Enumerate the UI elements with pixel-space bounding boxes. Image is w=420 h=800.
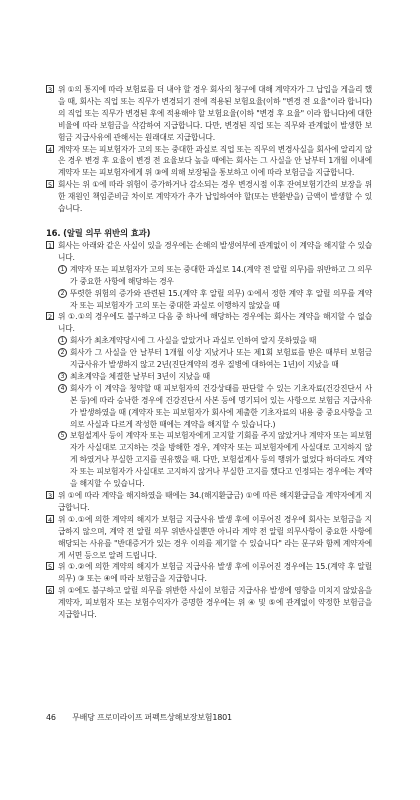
- sub-item-1-1: [46, 264, 372, 288]
- sub-item-text: 계약자 또는 피보험자가 고의 또는 중대한 과실로 14.(계약 전 알릴 의무)를 위반하고 그 의무가 중요한 사항에 해당하는 경우: [70, 264, 372, 286]
- page-number: 46: [46, 713, 56, 722]
- sub-item-1-2: [46, 288, 372, 312]
- sub-item-number: 2: [58, 289, 67, 298]
- paragraph-6: [46, 585, 372, 621]
- sub-item-number: 5: [58, 431, 67, 440]
- paragraph-text: 위 ①.①에 의한 계약의 해지가 보험금 지급사유 발생 후에 이루어진 경우에 회사는 보험금을 지급하지 않으며, 계약 전 알릴 의무 위반사실뿐만 아니라 계약 전 알릴 의무사항이 중요한 사항에 해당되는 사유를 "반대증거가 있는 경우 이의를 제기할 수 있습니다" 라는 문구와 함께 계약자에게 서면 등으로 알려 드립니다.: [58, 514, 372, 560]
- paragraph-text: 회사는 위 ①에 따라 위험이 증가하거나 감소되는 경우 변경시점 이후 잔여보험기간의 보장을 위한 재원인 책임준비금 차이로 계약자가 추가 납입하여야 할(또는 반환받을) 금액이 발생할 수 있습니다.: [58, 180, 372, 214]
- sub-item-text: 회사가 그 사실을 안 날부터 1개월 이상 지났거나 또는 제1회 보험료를 받은 때부터 보험금 지급사유가 발생하지 않고 2년(진단계약의 경우 질병에 대하여는 1년)이 지났을 때: [70, 348, 372, 370]
- section-title: 16. (알릴 의무 위반의 효과): [46, 227, 151, 238]
- sub-item-2-3: [46, 371, 372, 383]
- paragraph-5: [46, 561, 372, 585]
- sub-item-text: 회사가 최초계약당시에 그 사실을 알았거나 과실로 인하여 알지 못하였을 때: [70, 336, 317, 346]
- paragraph-3-top: [46, 84, 372, 144]
- paragraph-text: 위 ①.①의 경우에도 불구하고 다음 중 하나에 해당하는 경우에는 회사는 계약을 해지할 수 없습니다.: [58, 312, 372, 334]
- sub-item-text: 뚜렷한 위험의 증가와 관련된 15.(계약 후 알릴 의무) ①에서 정한 계약 후 알릴 의무를 계약자 또는 피보험자가 고의 또는 중대한 과실로 이행하지 않았을 때: [70, 288, 372, 310]
- paragraph-2: [46, 311, 372, 335]
- paragraph-text: 위 ①.②에 의한 계약의 해지가 보험금 지급사유 발생 후에 이루어진 경우에는 15.(계약 후 알릴 의무) ③ 또는 ④에 따라 보험금을 지급합니다.: [58, 562, 372, 584]
- sub-item-number: 1: [58, 336, 67, 345]
- sub-item-2-5: [46, 430, 372, 490]
- paragraph-text: 위 ①의 통지에 따라 보험료를 더 내야 할 경우 회사의 청구에 대해 계약자가 그 납입을 게을리 했을 때, 회사는 직업 또는 직무가 변경되기 전에 적용된 보험요율(이하 "변경 전 요율"이라 합니다)의 직업 또는 직무가 변경된 후에 적용해야 할 보험요율(이하 "변경 후 요율" 이라 합니다)에 대한 비율에 따라 보험금을 삭감하여 지급합니다. 다만, 변경된 직업 또는 직무와 관계없이 발생한 보험금 지급사유에 관해서는 원래대로 지급합니다.: [58, 85, 372, 142]
- paragraph-number: 5: [48, 563, 52, 572]
- paragraph-text: 회사는 아래와 같은 사실이 있을 경우에는 손해의 발생여부에 관계없이 이 계약을 해지할 수 있습니다.: [58, 240, 372, 262]
- paragraph-number: 3: [48, 492, 52, 500]
- paragraph-text: 위 ①에 따라 계약을 해지하였을 때에는 34.(해지환급금) ①에 따른 해지환급금을 계약자에게 지급합니다.: [58, 491, 372, 512]
- sub-item-text: 보험설계사 등이 계약자 또는 피보험자에게 고지할 기회를 주지 않았거나 계약자 또는 피보험자가 사실대로 고지하는 것을 방해한 경우, 계약자 또는 피보험자에게 사실대로 고지하지 않게 하였거나 부실한 고지를 권유했을 때. 다만, 보험설계사 등의 행위가 없었다 하더라도 계약자 또는 피보험자가 사실대로 고지하지 않거나 부실한 고지를 했다고 인정되는 경우에는 계약을 해지할 수 있습니다.: [70, 431, 372, 489]
- sub-item-text: 최초계약을 체결한 날부터 3년이 지났을 때: [70, 371, 210, 381]
- paragraph-number: 4: [48, 515, 52, 524]
- paragraph-text: 계약자 또는 피보험자가 고의 또는 중대한 과실로 직업 또는 직무의 변경사실을 회사에 알리지 않은 경우 변경 후 요율이 변경 전 요율보다 높을 때에는 회사는 그 사실을 안 날부터 1개월 이내에 계약자 또는 피보험자에게 위 ③에 의해 보장됨을 통보하고 이에 따라 보험금을 지급합니다.: [58, 144, 372, 178]
- document-body: [46, 84, 372, 621]
- paragraph-1: [46, 240, 372, 264]
- document-title: 무배당 프로미라이프 퍼펙트상해보장보험1801: [72, 713, 232, 722]
- sub-item-2-1: [46, 335, 372, 347]
- paragraph-number: 2: [48, 313, 52, 322]
- paragraph-text: 위 ①에도 불구하고 알릴 의무를 위반한 사실이 보험금 지급사유 발생에 영향을 미치지 않았음을 계약자, 피보험자 또는 보험수익자가 증명한 경우에는 위 ④ 및 ⑤에 관계없이 약정한 보험금을 지급합니다.: [58, 586, 372, 620]
- sub-item-text: 회사가 이 계약을 청약할 때 피보험자의 건강상태를 판단할 수 있는 기초자료(건강진단서 사본 등)에 따라 승낙한 경우에 건강진단서 사본 등에 명기되어 있는 사항으로 보험금 지급사유가 발생하였을 때 (계약자 또는 피보험자가 회사에 제출한 기초자료의 내용 중 중요사항을 고의로 사실과 다르게 작성한 때에는 계약을 해지할 수 있습니다.): [70, 383, 372, 429]
- sub-item-2-4: [46, 383, 372, 431]
- paragraph-5-top: [46, 179, 372, 215]
- paragraph-number: 5: [48, 181, 52, 190]
- paragraph-number: 1: [48, 241, 52, 250]
- paragraph-4-top: [46, 144, 372, 180]
- sub-item-number: 3: [58, 372, 67, 381]
- paragraph-3: [46, 490, 372, 514]
- page-footer: [46, 712, 232, 723]
- sub-item-number: 4: [58, 384, 67, 393]
- paragraph-number: 6: [48, 587, 52, 596]
- sub-item-number: 1: [58, 265, 67, 274]
- sub-item-2-2: [46, 347, 372, 371]
- sub-item-number: 2: [58, 348, 67, 357]
- paragraph-4: [46, 514, 372, 562]
- paragraph-number: 3: [48, 86, 52, 94]
- paragraph-number: 4: [48, 145, 52, 154]
